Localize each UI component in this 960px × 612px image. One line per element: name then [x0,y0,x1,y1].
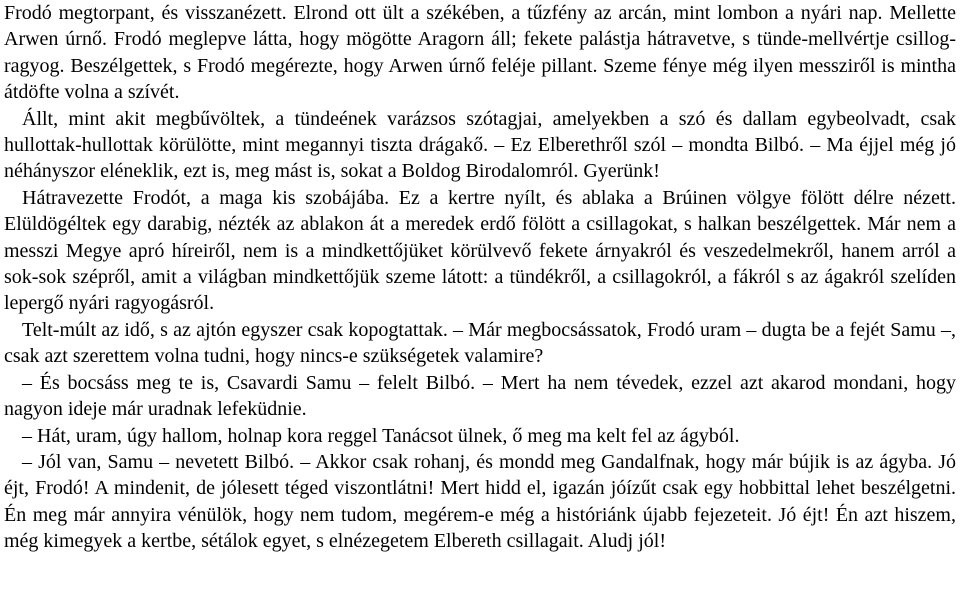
paragraph-2: Állt, mint akit megbűvöltek, a tündeének varázsos szótagjai, amelyekben a szó és dallam egybeolvadt, csak hullottak-hullottak körülötte, mint megannyi tiszta drágakő. – Ez Elberethről szól – mondta Bilbó. – Ma éjjel még jó néhányszor eléneklik, ezt is, meg mást is, sokat a Boldog Birodalomról. Gyerünk! [4,107,956,183]
paragraph-1: Frodó megtorpant, és visszanézett. Elrond ott ült a székében, a tűzfény az arcán, mint lombon a nyári nap. Mellette Arwen úrnő. Frodó meglepve látta, hogy mögötte Aragorn áll; fekete palástja hátravetve, s tünde-mellvértje csillog-ragyog. Beszélgettek, s Frodó megérezte, hogy Arwen úrnő feléje pillant. Szeme fénye még ilyen messziről is mintha átdöfte volna a szívét. [4,2,956,104]
paragraph-5: – És bocsáss meg te is, Csavardi Samu – felelt Bilbó. – Mert ha nem tévedek, ezzel azt akarod mondani, hogy nagyon ideje már uradnak lefeküdnie. [4,371,956,421]
paragraph-6: – Hát, uram, úgy hallom, holnap kora reggel Tanácsot ülnek, ő meg ma kelt fel az ágyból. [22,424,740,447]
paragraph-4: Telt-múlt az idő, s az ajtón egyszer csak kopogtattak. – Már megbocsássatok, Frodó uram – dugta be a fejét Samu –, csak azt szerettem volna tudni, hogy nincs-e szükségetek valamire? [4,318,956,368]
paragraph-7: – Jól van, Samu – nevetett Bilbó. – Akkor csak rohanj, és mondd meg Gandalfnak, hogy már bújik is az ágyba. Jó éjt, Frodó! A mindenit, de jólesett téged viszontlátni! Mert hidd el, igazán jóízűt csak egy hobbittal lehet beszélgetni. Én meg már annyira vénülök, hogy nem tudom, megérem-e még a históriánk újabb fejezeteit. Jó éjt! Én azt hiszem, még kimegyek a kertbe, sétálok egyet, s elnézegetem Elbereth csillagait. Aludj jól! [4,450,956,553]
paragraph-3: Hátravezette Frodót, a maga kis szobájába. Ez a kertre nyílt, és ablaka a Brúinen völgye fölött délre nézett. Elüldögéltek egy darabig, nézték az ablakon át a meredek erdő fölött a csillagokat, s halkan beszélgettek. Már nem a messzi Megye apró híreiről, nem is a mindkettőjüket körülvevő fekete árnyakról és veszedelmekről, hanem arról a sok-sok szépről, amit a világban mindkettőjük szeme látott: a tündékről, a csillagokról, a fákról s az ágakról szelíden lepergő nyári ragyogásról. [4,186,956,315]
